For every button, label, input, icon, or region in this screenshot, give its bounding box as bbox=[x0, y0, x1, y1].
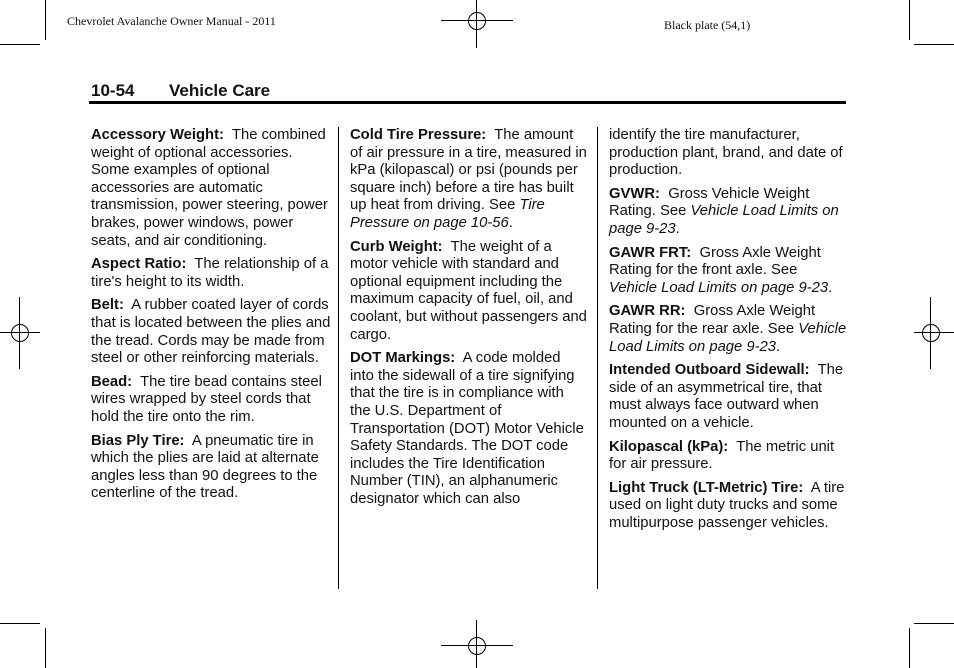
glossary-term: Accessory Weight: bbox=[91, 127, 224, 143]
column-divider bbox=[597, 127, 598, 589]
glossary-definition: The weight of a motor vehicle with standard and optional equipment including the maximum capacity of fuel, oil, and coolant, but without passengers and cargo. bbox=[350, 238, 587, 343]
crop-mark bbox=[909, 628, 910, 668]
glossary-definition: The tire bead contains steel wires wrapped by steel cords that hold the tire onto the rim. bbox=[91, 373, 322, 425]
glossary-term: Aspect Ratio: bbox=[91, 256, 187, 273]
cross-reference-link[interactable]: Vehicle Load Limits on page 9-23 bbox=[609, 279, 829, 296]
column-1 bbox=[91, 127, 331, 509]
glossary-entry-bias-ply-tire bbox=[91, 433, 331, 503]
glossary-term: Intended Outboard Sidewall: bbox=[609, 362, 810, 379]
glossary-entry-dot-markings bbox=[350, 350, 588, 508]
glossary-entry-accessory-weight bbox=[91, 127, 331, 250]
cross-reference-link[interactable]: Vehicle Load Limits on page 9-23 bbox=[609, 320, 847, 355]
glossary-definition: A rubber coated layer of cords that is located between the plies and the tread. Cords may be made from steel or other reinforcing materials. bbox=[91, 297, 331, 367]
glossary-definition: identify the tire manufacturer, production plant, brand, and date of production. bbox=[609, 127, 843, 179]
crop-mark bbox=[0, 44, 40, 45]
crop-mark bbox=[45, 628, 46, 668]
glossary-entry-aspect-ratio bbox=[91, 256, 331, 291]
glossary-definition: The metric unit for air pressure. bbox=[609, 438, 835, 473]
glossary-term: Kilopascal (kPa): bbox=[609, 438, 729, 455]
glossary-term: Belt: bbox=[91, 297, 124, 314]
glossary-definition: A pneumatic tire in which the plies are laid at alternate angles less than 90 degrees to the centerline of the tread. bbox=[91, 432, 319, 502]
glossary-definition: The combined weight of optional accessories. Some examples of optional accessories are automatic transmission, power steering, power brakes, power windows, power seats, and air conditioning. bbox=[91, 127, 328, 249]
crop-mark bbox=[914, 623, 954, 624]
glossary-entry-gawr-rr: GAWR RR: Gross Axle Weight Rating for the rear axle. See Vehicle Load Limits on page 9-23. bbox=[609, 303, 847, 355]
glossary-definition: A tire used on light duty trucks and some multipurpose passenger vehicles. bbox=[609, 479, 845, 531]
glossary-term: Bias Ply Tire: bbox=[91, 432, 185, 449]
plate-label: Black plate (54,1) bbox=[664, 18, 751, 32]
column-3 bbox=[609, 127, 849, 538]
glossary-entry-cold-tire-pressure: Cold Tire Pressure: The amount of air pressure in a tire, measured in kPa (kilopascal) or psi (pounds per square inch) before a tire has built up heat from driving. See Tire Pressure on page 10-56. bbox=[350, 127, 587, 231]
glossary-definition: A code molded into the sidewall of a tire signifying that the tire is in compliance with the U.S. Department of Transportation (DOT) Motor Vehicle Safety Standards. The DOT code includes the Tire Identification Number (TIN), an alphanumeric designator which can also bbox=[350, 350, 584, 507]
glossary-term: Light Truck (LT-Metric) Tire: bbox=[609, 479, 804, 496]
glossary-term: Bead: bbox=[91, 373, 133, 390]
glossary-term: GAWR FRT: bbox=[609, 244, 692, 261]
glossary-term: Curb Weight: bbox=[350, 238, 443, 255]
crop-mark bbox=[914, 44, 954, 45]
glossary-entry-light-truck-tire bbox=[609, 480, 849, 533]
glossary-entry-gawr-frt: GAWR FRT: Gross Axle Weight Rating for the front axle. See Vehicle Load Limits on page 9-23. bbox=[609, 244, 833, 296]
glossary-definition: Gross Axle Weight Rating for the front axle. See bbox=[609, 244, 821, 279]
glossary-term: Cold Tire Pressure: bbox=[350, 127, 487, 143]
glossary-entry-intended-outboard-sidewall bbox=[609, 362, 849, 432]
glossary-entry-belt bbox=[91, 297, 331, 367]
glossary-definition: Gross Axle Weight Rating for the rear axle. See bbox=[609, 303, 816, 337]
registration-mark-bottom bbox=[441, 620, 513, 668]
glossary-term: DOT Markings: bbox=[350, 350, 456, 367]
heading-rule bbox=[89, 101, 846, 104]
page-heading bbox=[91, 81, 270, 101]
manual-title: Chevrolet Avalanche Owner Manual - 2011 bbox=[67, 14, 276, 28]
registration-mark-left bbox=[0, 297, 40, 369]
crop-mark bbox=[45, 0, 46, 40]
crop-mark bbox=[909, 0, 910, 40]
glossary-definition: The relationship of a tire's height to its width. bbox=[91, 256, 329, 290]
glossary-definition: The side of an asymmetrical tire, that must always face outward when mounted on a vehicle. bbox=[609, 362, 844, 431]
column-2 bbox=[350, 127, 588, 514]
glossary-definition: The amount of air pressure in a tire, measured in kPa (kilopascal) or psi (pounds per square inch) before a tire has built up heat from driving. See bbox=[350, 127, 587, 214]
cross-reference-link[interactable]: Vehicle Load Limits on page 9-23 bbox=[609, 203, 839, 237]
glossary-entry-continuation bbox=[609, 127, 849, 180]
glossary-entry-bead bbox=[91, 374, 331, 427]
column-divider bbox=[338, 127, 339, 589]
glossary-entry-kilopascal bbox=[609, 439, 849, 474]
glossary-definition: Gross Vehicle Weight Rating. See bbox=[609, 185, 810, 220]
cross-reference-link[interactable]: Tire Pressure on page 10-56 bbox=[350, 197, 545, 231]
glossary-entry-curb-weight bbox=[350, 239, 588, 345]
registration-mark-top bbox=[441, 0, 513, 48]
registration-mark-right bbox=[914, 297, 954, 369]
section-title: Vehicle Care bbox=[169, 81, 271, 100]
crop-mark bbox=[0, 623, 40, 624]
glossary-term: GVWR: bbox=[609, 185, 660, 202]
glossary-term: GAWR RR: bbox=[609, 303, 686, 320]
page-number: 10-54 bbox=[91, 81, 135, 100]
glossary-entry-gvwr: GVWR: Gross Vehicle Weight Rating. See Vehicle Load Limits on page 9-23. bbox=[609, 185, 839, 237]
